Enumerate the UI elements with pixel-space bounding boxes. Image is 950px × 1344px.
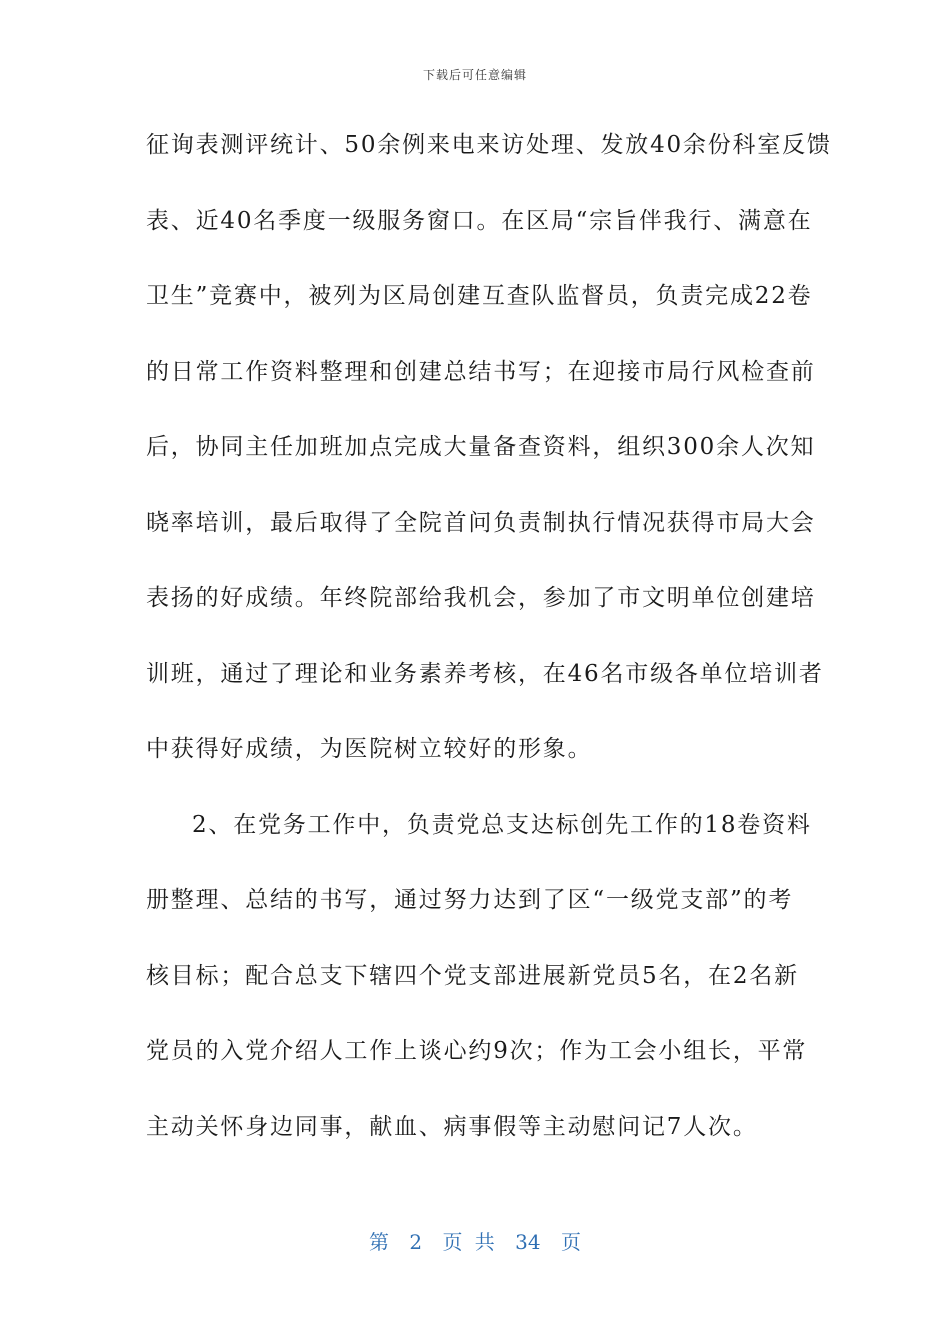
page-number-footer (0, 1226, 950, 1255)
paragraph-start-line: 2、在党务工作中，负责党总支达标创先工作的18卷资料 (192, 811, 812, 838)
text-line: 册整理、总结的书写，通过努力达到了区“一级党支部”的考 (146, 887, 794, 913)
total-pages-number: 34 (515, 1230, 541, 1254)
text-line: 卫生”竞赛中，被列为区局创建互查队监督员，负责完成22卷 (146, 283, 813, 309)
text-line: 征询表测评统计、50余例来电来访处理、发放40余份科室反馈 (146, 132, 832, 158)
text-line: 中获得好成绩，为医院树立较好的形象。 (146, 736, 593, 762)
text-line: 训班，通过了理论和业务素养考核，在46名市级各单位培训者 (146, 660, 824, 687)
footer-prefix: 第 (369, 1230, 389, 1254)
text-line: 核目标；配合总支下辖四个党支部进展新党员5名，在2名新 (146, 962, 799, 989)
footer-suffix: 页 (560, 1230, 581, 1254)
text-line: 表、近40名季度一级服务窗口。在区局“宗旨伴我行、满意在 (146, 207, 813, 234)
text-line: 党员的入党介绍人工作上谈心约9次；作为工会小组长，平常 (146, 1038, 808, 1064)
text-line: 表扬的好成绩。年终院部给我机会，参加了市文明单位创建培 (146, 585, 816, 611)
text-line: 主动关怀身边同事，献血、病事假等主动慰问记7人次。 (146, 1113, 758, 1140)
footer-middle: 页 共 (442, 1230, 495, 1254)
current-page-number: 2 (409, 1230, 423, 1254)
text-line: 的日常工作资料整理和创建总结书写；在迎接市局行风检查前 (146, 358, 816, 385)
document-body (146, 124, 832, 1181)
text-line: 晓率培训，最后取得了全院首问负责制执行情况获得市局大会 (146, 509, 816, 536)
header-note: 下载后可任意编辑 (422, 68, 527, 82)
text-line: 后，协同主任加班加点完成大量备查资料，组织300余人次知 (146, 434, 816, 460)
